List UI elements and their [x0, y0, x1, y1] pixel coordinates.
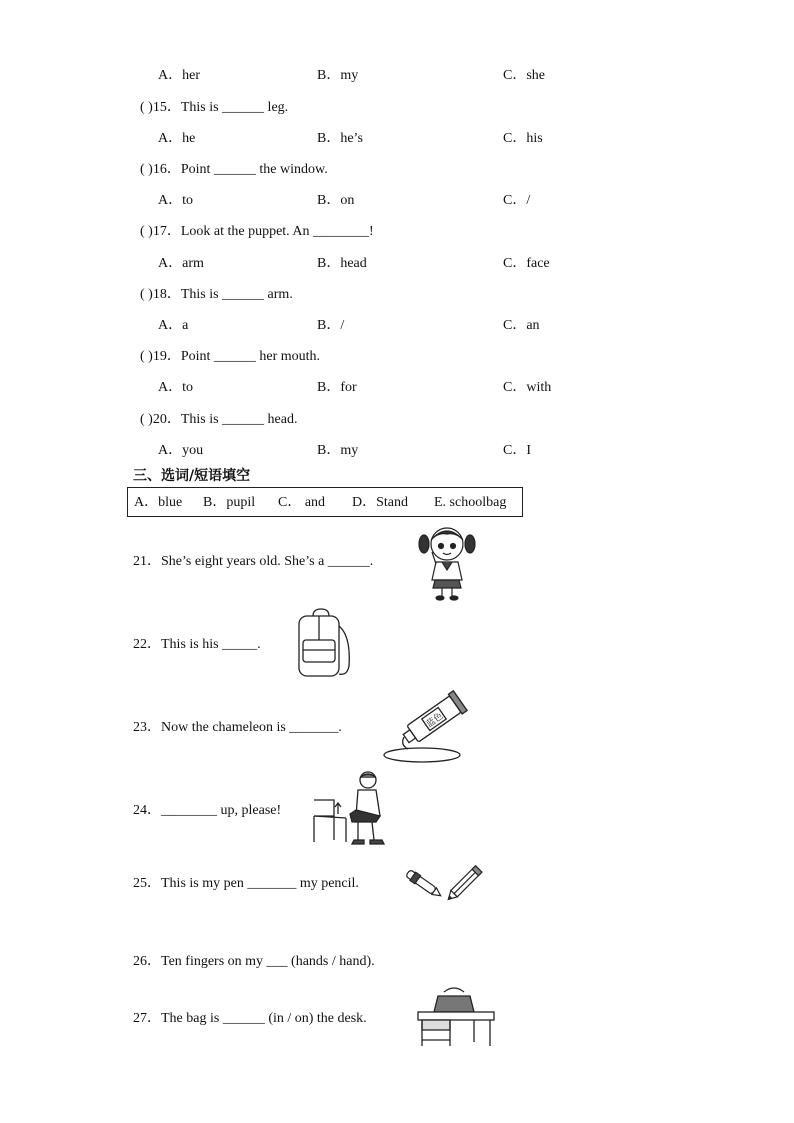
word-bank-item: E. schoolbag: [434, 495, 507, 510]
option-c: C．/: [503, 193, 531, 208]
option-b: B．for: [317, 380, 357, 395]
option-a: A．to: [158, 193, 193, 208]
option-c: C．face: [503, 256, 550, 271]
girl-pupil-image: [418, 522, 476, 602]
fill-question: 22．This is his _____.: [133, 637, 261, 652]
option-c: C．with: [503, 380, 552, 395]
fill-question: 24．________ up, please!: [133, 803, 282, 818]
option-b: B．head: [317, 256, 367, 271]
fill-question: 23．Now the chameleon is _______.: [133, 720, 342, 735]
paint-tube-label: 蓝色: [424, 711, 446, 730]
word-bank-item: B．pupil: [203, 495, 256, 510]
section-heading: 三、选词/短语填空: [133, 468, 251, 484]
question-stem: ( )20．This is ______ head.: [140, 412, 298, 427]
option-b: B．/: [317, 318, 345, 333]
fill-question: 21．She’s eight years old. She’s a ______.: [133, 554, 374, 569]
option-a: A．he: [158, 131, 196, 146]
schoolbag-image: [291, 606, 353, 682]
option-c: C．his: [503, 131, 543, 146]
word-bank-item: D．Stand: [352, 495, 408, 510]
paint-tube-image: [378, 689, 474, 765]
boy-standing-image: [310, 770, 392, 846]
question-stem: ( )18．This is ______ arm.: [140, 287, 293, 302]
bag-on-desk-image: [414, 984, 498, 1050]
question-stem: ( )15．This is ______ leg.: [140, 100, 289, 115]
word-bank-item: C． and: [278, 495, 326, 510]
option-b: B．my: [317, 68, 359, 83]
option-b: B．my: [317, 443, 359, 458]
option-b: B．he’s: [317, 131, 363, 146]
option-c: C．an: [503, 318, 540, 333]
question-stem: ( )19．Point ______ her mouth.: [140, 349, 321, 364]
word-bank: [127, 487, 523, 517]
word-bank-item: A．blue: [134, 495, 183, 510]
option-a: A．you: [158, 443, 204, 458]
fill-question: 25．This is my pen _______ my pencil.: [133, 876, 359, 891]
option-a: A．a: [158, 318, 189, 333]
option-c: C．I: [503, 443, 531, 458]
option-a: A．to: [158, 380, 193, 395]
option-c: C．she: [503, 68, 545, 83]
fill-question: 27．The bag is ______ (in / on) the desk.: [133, 1011, 367, 1026]
question-stem: ( )16．Point ______ the window.: [140, 162, 328, 177]
fill-question: 26．Ten fingers on my ___ (hands / hand).: [133, 954, 375, 969]
option-a: A．arm: [158, 256, 204, 271]
pen-pencil-image: [403, 862, 487, 904]
option-a: A．her: [158, 68, 200, 83]
option-b: B．on: [317, 193, 355, 208]
question-stem: ( )17．Look at the puppet. An ________!: [140, 224, 374, 239]
